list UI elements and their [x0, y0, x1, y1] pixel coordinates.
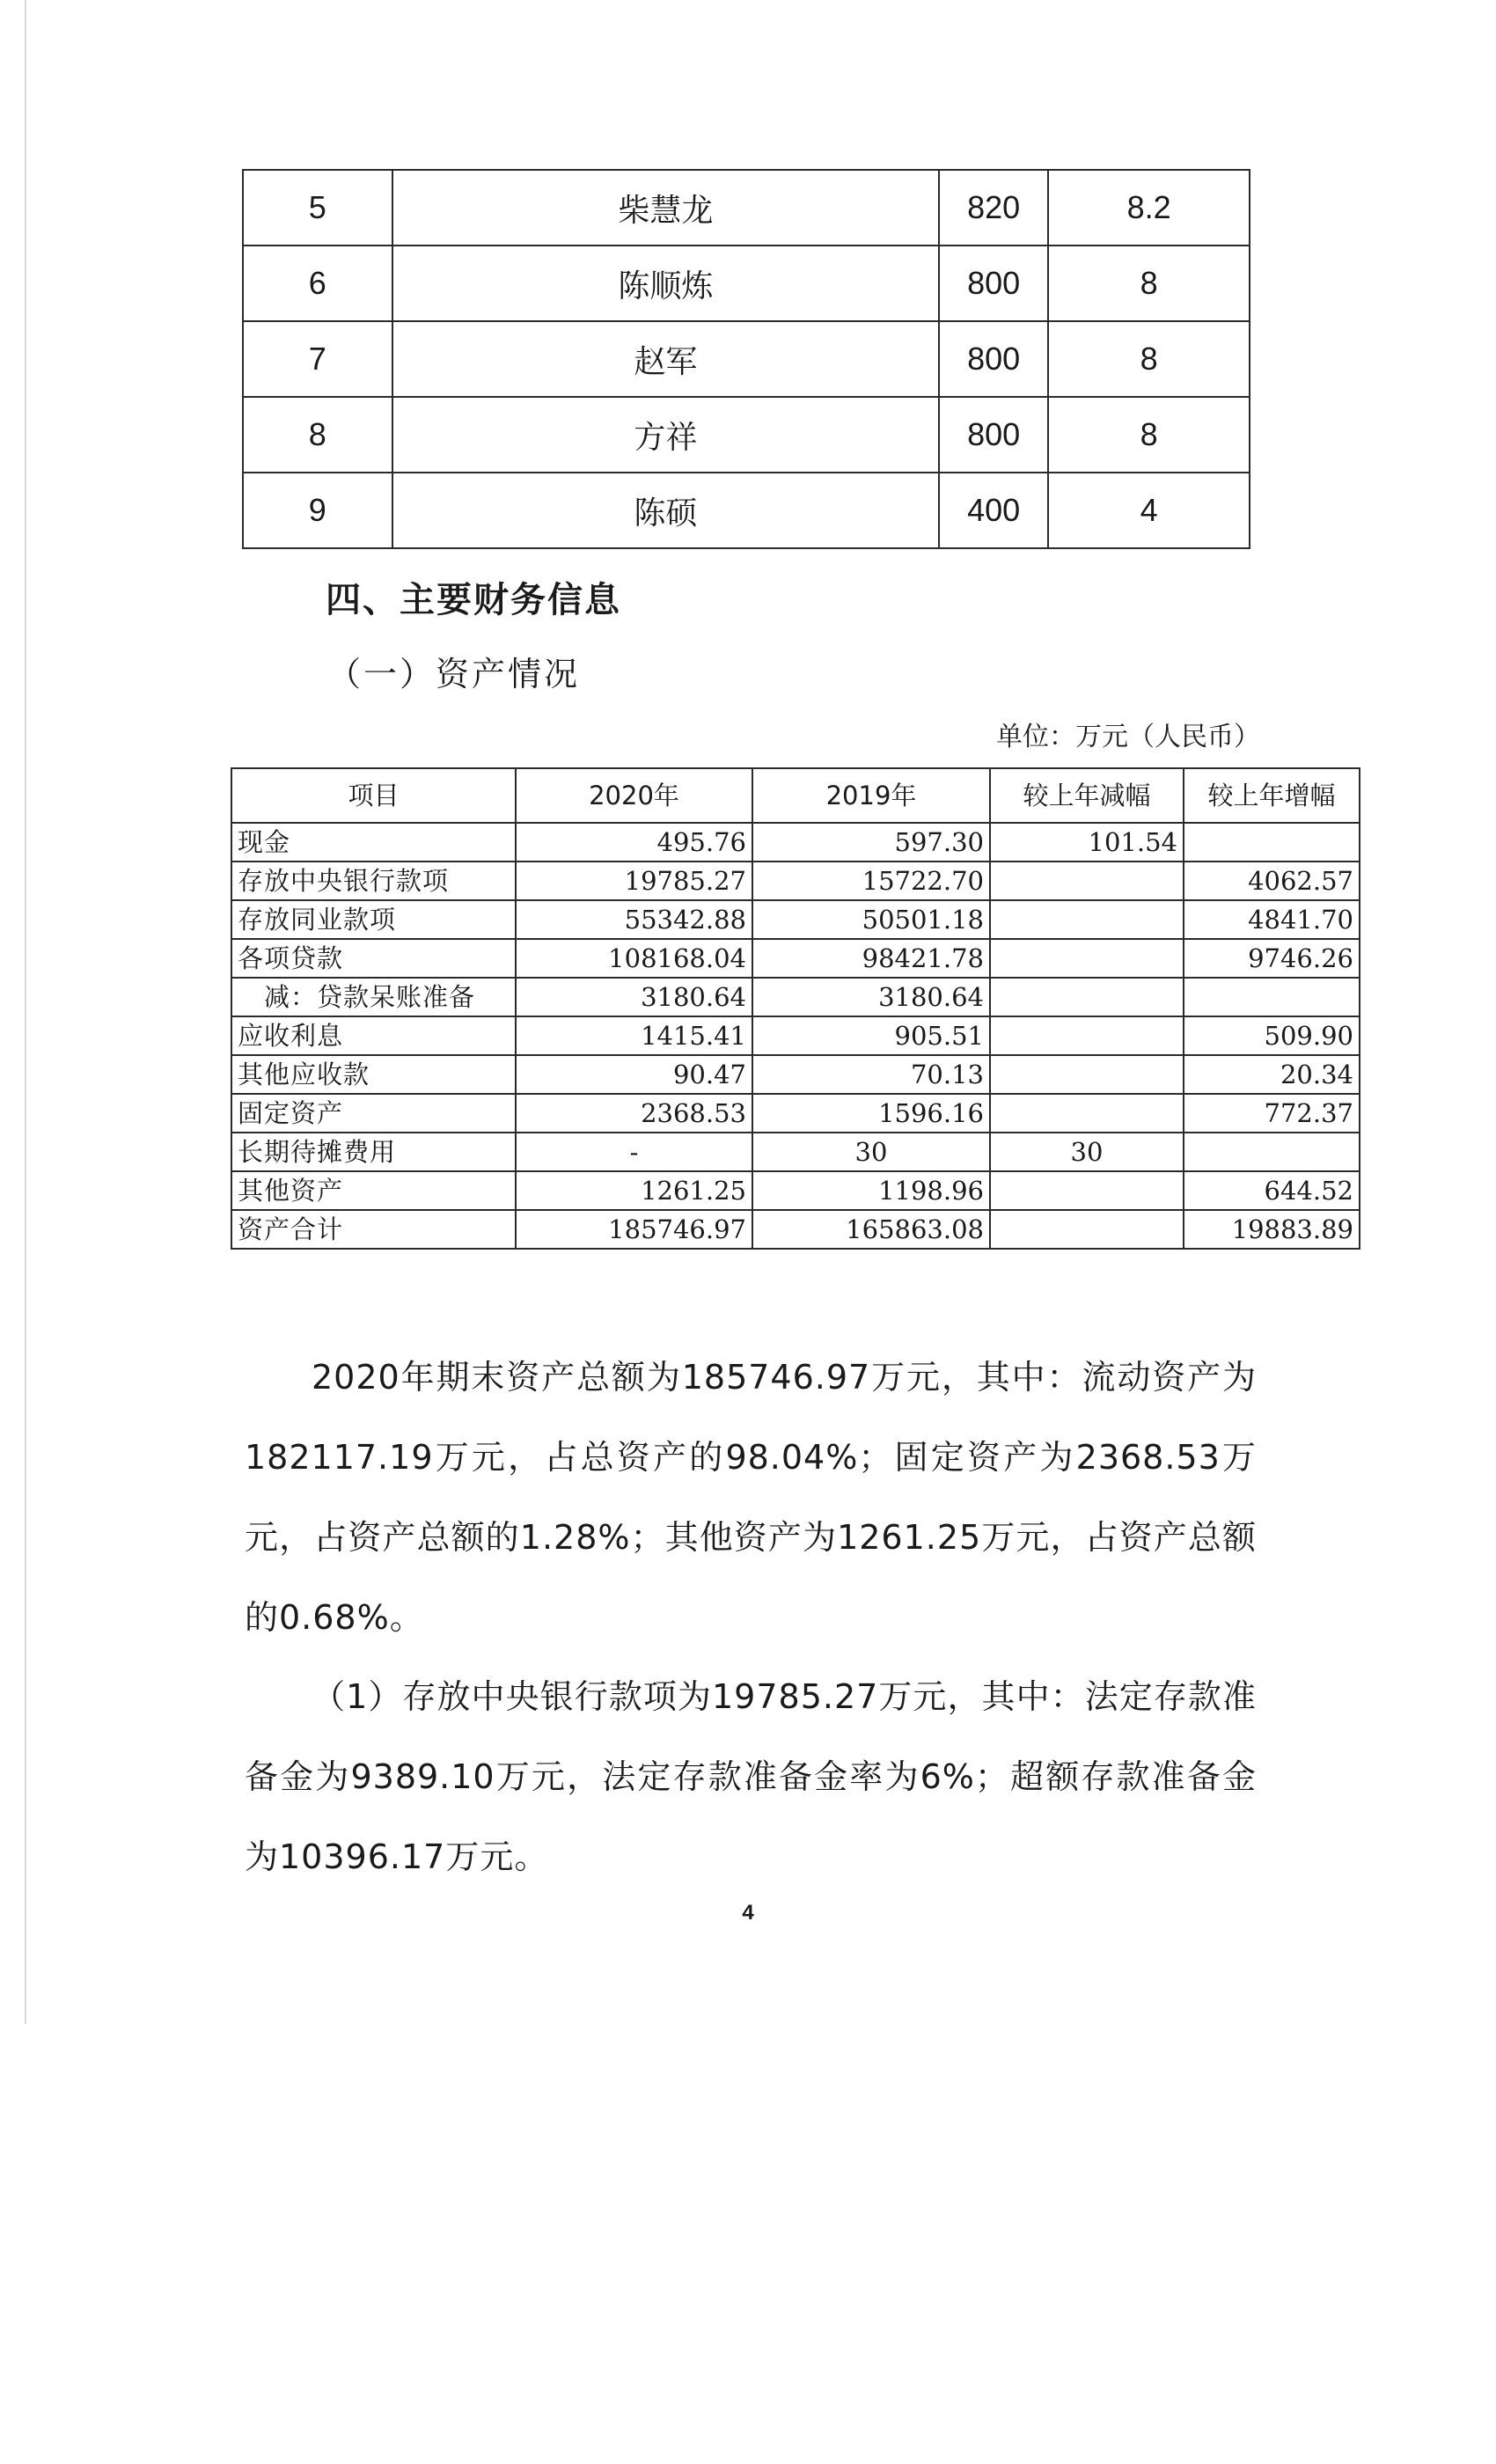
asset-table-body [231, 823, 1360, 1249]
asset-value-cell: 905.51 [752, 1016, 990, 1055]
shareholder-pct: 8.2 [1048, 170, 1250, 246]
asset-value-cell [990, 900, 1184, 939]
shareholder-amount: 400 [939, 473, 1048, 548]
asset-item-label: 现金 [231, 823, 516, 862]
asset-item-label: 减：贷款呆账准备 [231, 978, 516, 1016]
asset-value-cell: 90.47 [516, 1055, 752, 1094]
shareholder-pct: 8 [1048, 246, 1250, 321]
asset-value-cell [990, 978, 1184, 1016]
shareholder-no: 9 [243, 473, 392, 548]
asset-value-cell: 1415.41 [516, 1016, 752, 1055]
shareholder-amount: 820 [939, 170, 1048, 246]
shareholder-amount: 800 [939, 246, 1048, 321]
shareholder-no: 5 [243, 170, 392, 246]
asset-value-cell: 15722.70 [752, 862, 990, 900]
asset-value-cell [1184, 823, 1360, 862]
page-number: 4 [742, 1901, 754, 1925]
shareholder-name: 陈硕 [392, 473, 940, 548]
asset-header-cell: 较上年增幅 [1184, 768, 1360, 823]
shareholder-no: 7 [243, 321, 392, 397]
asset-header-cell: 2020年 [516, 768, 752, 823]
asset-value-cell: 101.54 [990, 823, 1184, 862]
asset-value-cell [990, 1210, 1184, 1249]
asset-value-cell: 55342.88 [516, 900, 752, 939]
asset-value-cell: 1198.96 [752, 1171, 990, 1210]
asset-item-label: 存放同业款项 [231, 900, 516, 939]
shareholder-name: 方祥 [392, 397, 940, 473]
asset-item-label: 资产合计 [231, 1210, 516, 1249]
asset-item-label: 固定资产 [231, 1094, 516, 1133]
asset-value-cell [1184, 978, 1360, 1016]
asset-value-cell [990, 1094, 1184, 1133]
asset-row [231, 862, 1360, 900]
asset-value-cell [990, 862, 1184, 900]
shareholder-name: 柴慧龙 [392, 170, 940, 246]
asset-row [231, 1171, 1360, 1210]
asset-value-cell: 98421.78 [752, 939, 990, 978]
asset-value-cell: 1596.16 [752, 1094, 990, 1133]
asset-item-label: 长期待摊费用 [231, 1133, 516, 1171]
asset-value-cell: 30 [990, 1133, 1184, 1171]
asset-row [231, 823, 1360, 862]
shareholder-row [243, 170, 1250, 246]
asset-value-cell: 9746.26 [1184, 939, 1360, 978]
shareholder-name: 陈顺炼 [392, 246, 940, 321]
asset-value-cell: 2368.53 [516, 1094, 752, 1133]
asset-item-label: 应收利息 [231, 1016, 516, 1055]
shareholder-row [243, 397, 1250, 473]
asset-value-cell: 20.34 [1184, 1055, 1360, 1094]
asset-row [231, 978, 1360, 1016]
asset-value-cell: 1261.25 [516, 1171, 752, 1210]
asset-table [231, 767, 1360, 1250]
unit-note: 单位：万元（人民币） [996, 722, 1260, 752]
asset-item-label: 其他应收款 [231, 1055, 516, 1094]
asset-value-cell: 3180.64 [752, 978, 990, 1016]
shareholder-name: 赵军 [392, 321, 940, 397]
shareholder-table [242, 169, 1250, 549]
shareholder-amount: 800 [939, 321, 1048, 397]
asset-header-cell: 2019年 [752, 768, 990, 823]
asset-row [231, 1094, 1360, 1133]
asset-item-label: 其他资产 [231, 1171, 516, 1210]
shareholder-row [243, 246, 1250, 321]
asset-value-cell [1184, 1133, 1360, 1171]
asset-row [231, 1055, 1360, 1094]
subsection-title: （一）资产情况 [327, 655, 581, 693]
asset-value-cell [990, 1055, 1184, 1094]
asset-header-cell: 较上年减幅 [990, 768, 1184, 823]
paragraph-asset-summary-text: 2020年期末资产总额为185746.97万元，其中：流动资产为182117.19万元，占总资产的98.04%；固定资产为2368.53万元，占资产总额的1.28%；其他资产为1261.25万元，占资产总额的0.68%。 [245, 1358, 1257, 1637]
asset-value-cell: 495.76 [516, 823, 752, 862]
paragraph-central-bank [245, 1657, 1257, 1897]
paragraph-asset-summary [245, 1338, 1257, 1658]
asset-value-cell: 19883.89 [1184, 1210, 1360, 1249]
shareholder-pct: 4 [1048, 473, 1250, 548]
shareholder-pct: 8 [1048, 321, 1250, 397]
asset-value-cell: 772.37 [1184, 1094, 1360, 1133]
asset-value-cell: 4062.57 [1184, 862, 1360, 900]
asset-value-cell [990, 1171, 1184, 1210]
asset-value-cell [990, 1016, 1184, 1055]
shareholder-no: 8 [243, 397, 392, 473]
asset-value-cell: - [516, 1133, 752, 1171]
asset-table-header [231, 768, 1360, 823]
shareholder-table-body [243, 170, 1250, 548]
asset-value-cell [990, 939, 1184, 978]
asset-value-cell: 644.52 [1184, 1171, 1360, 1210]
asset-row [231, 1016, 1360, 1055]
asset-value-cell: 165863.08 [752, 1210, 990, 1249]
asset-value-cell: 185746.97 [516, 1210, 752, 1249]
section-title: 四、主要财务信息 [326, 580, 621, 620]
shareholder-row [243, 473, 1250, 548]
asset-header-cell: 项目 [231, 768, 516, 823]
asset-value-cell: 30 [752, 1133, 990, 1171]
asset-value-cell: 50501.18 [752, 900, 990, 939]
page-edge [25, 0, 26, 2024]
asset-row [231, 1133, 1360, 1171]
asset-value-cell: 509.90 [1184, 1016, 1360, 1055]
asset-value-cell: 70.13 [752, 1055, 990, 1094]
paragraph-central-bank-text: （1）存放中央银行款项为19785.27万元，其中：法定存款准备金为9389.10万元，法定存款准备金率为6%；超额存款准备金为10396.17万元。 [245, 1677, 1257, 1876]
asset-value-cell: 19785.27 [516, 862, 752, 900]
asset-item-label: 存放中央银行款项 [231, 862, 516, 900]
asset-value-cell: 108168.04 [516, 939, 752, 978]
shareholder-no: 6 [243, 246, 392, 321]
asset-item-label: 各项贷款 [231, 939, 516, 978]
asset-row [231, 900, 1360, 939]
asset-value-cell: 3180.64 [516, 978, 752, 1016]
shareholder-row [243, 321, 1250, 397]
asset-value-cell: 4841.70 [1184, 900, 1360, 939]
asset-row [231, 1210, 1360, 1249]
shareholder-amount: 800 [939, 397, 1048, 473]
asset-row [231, 939, 1360, 978]
shareholder-pct: 8 [1048, 397, 1250, 473]
asset-value-cell: 597.30 [752, 823, 990, 862]
